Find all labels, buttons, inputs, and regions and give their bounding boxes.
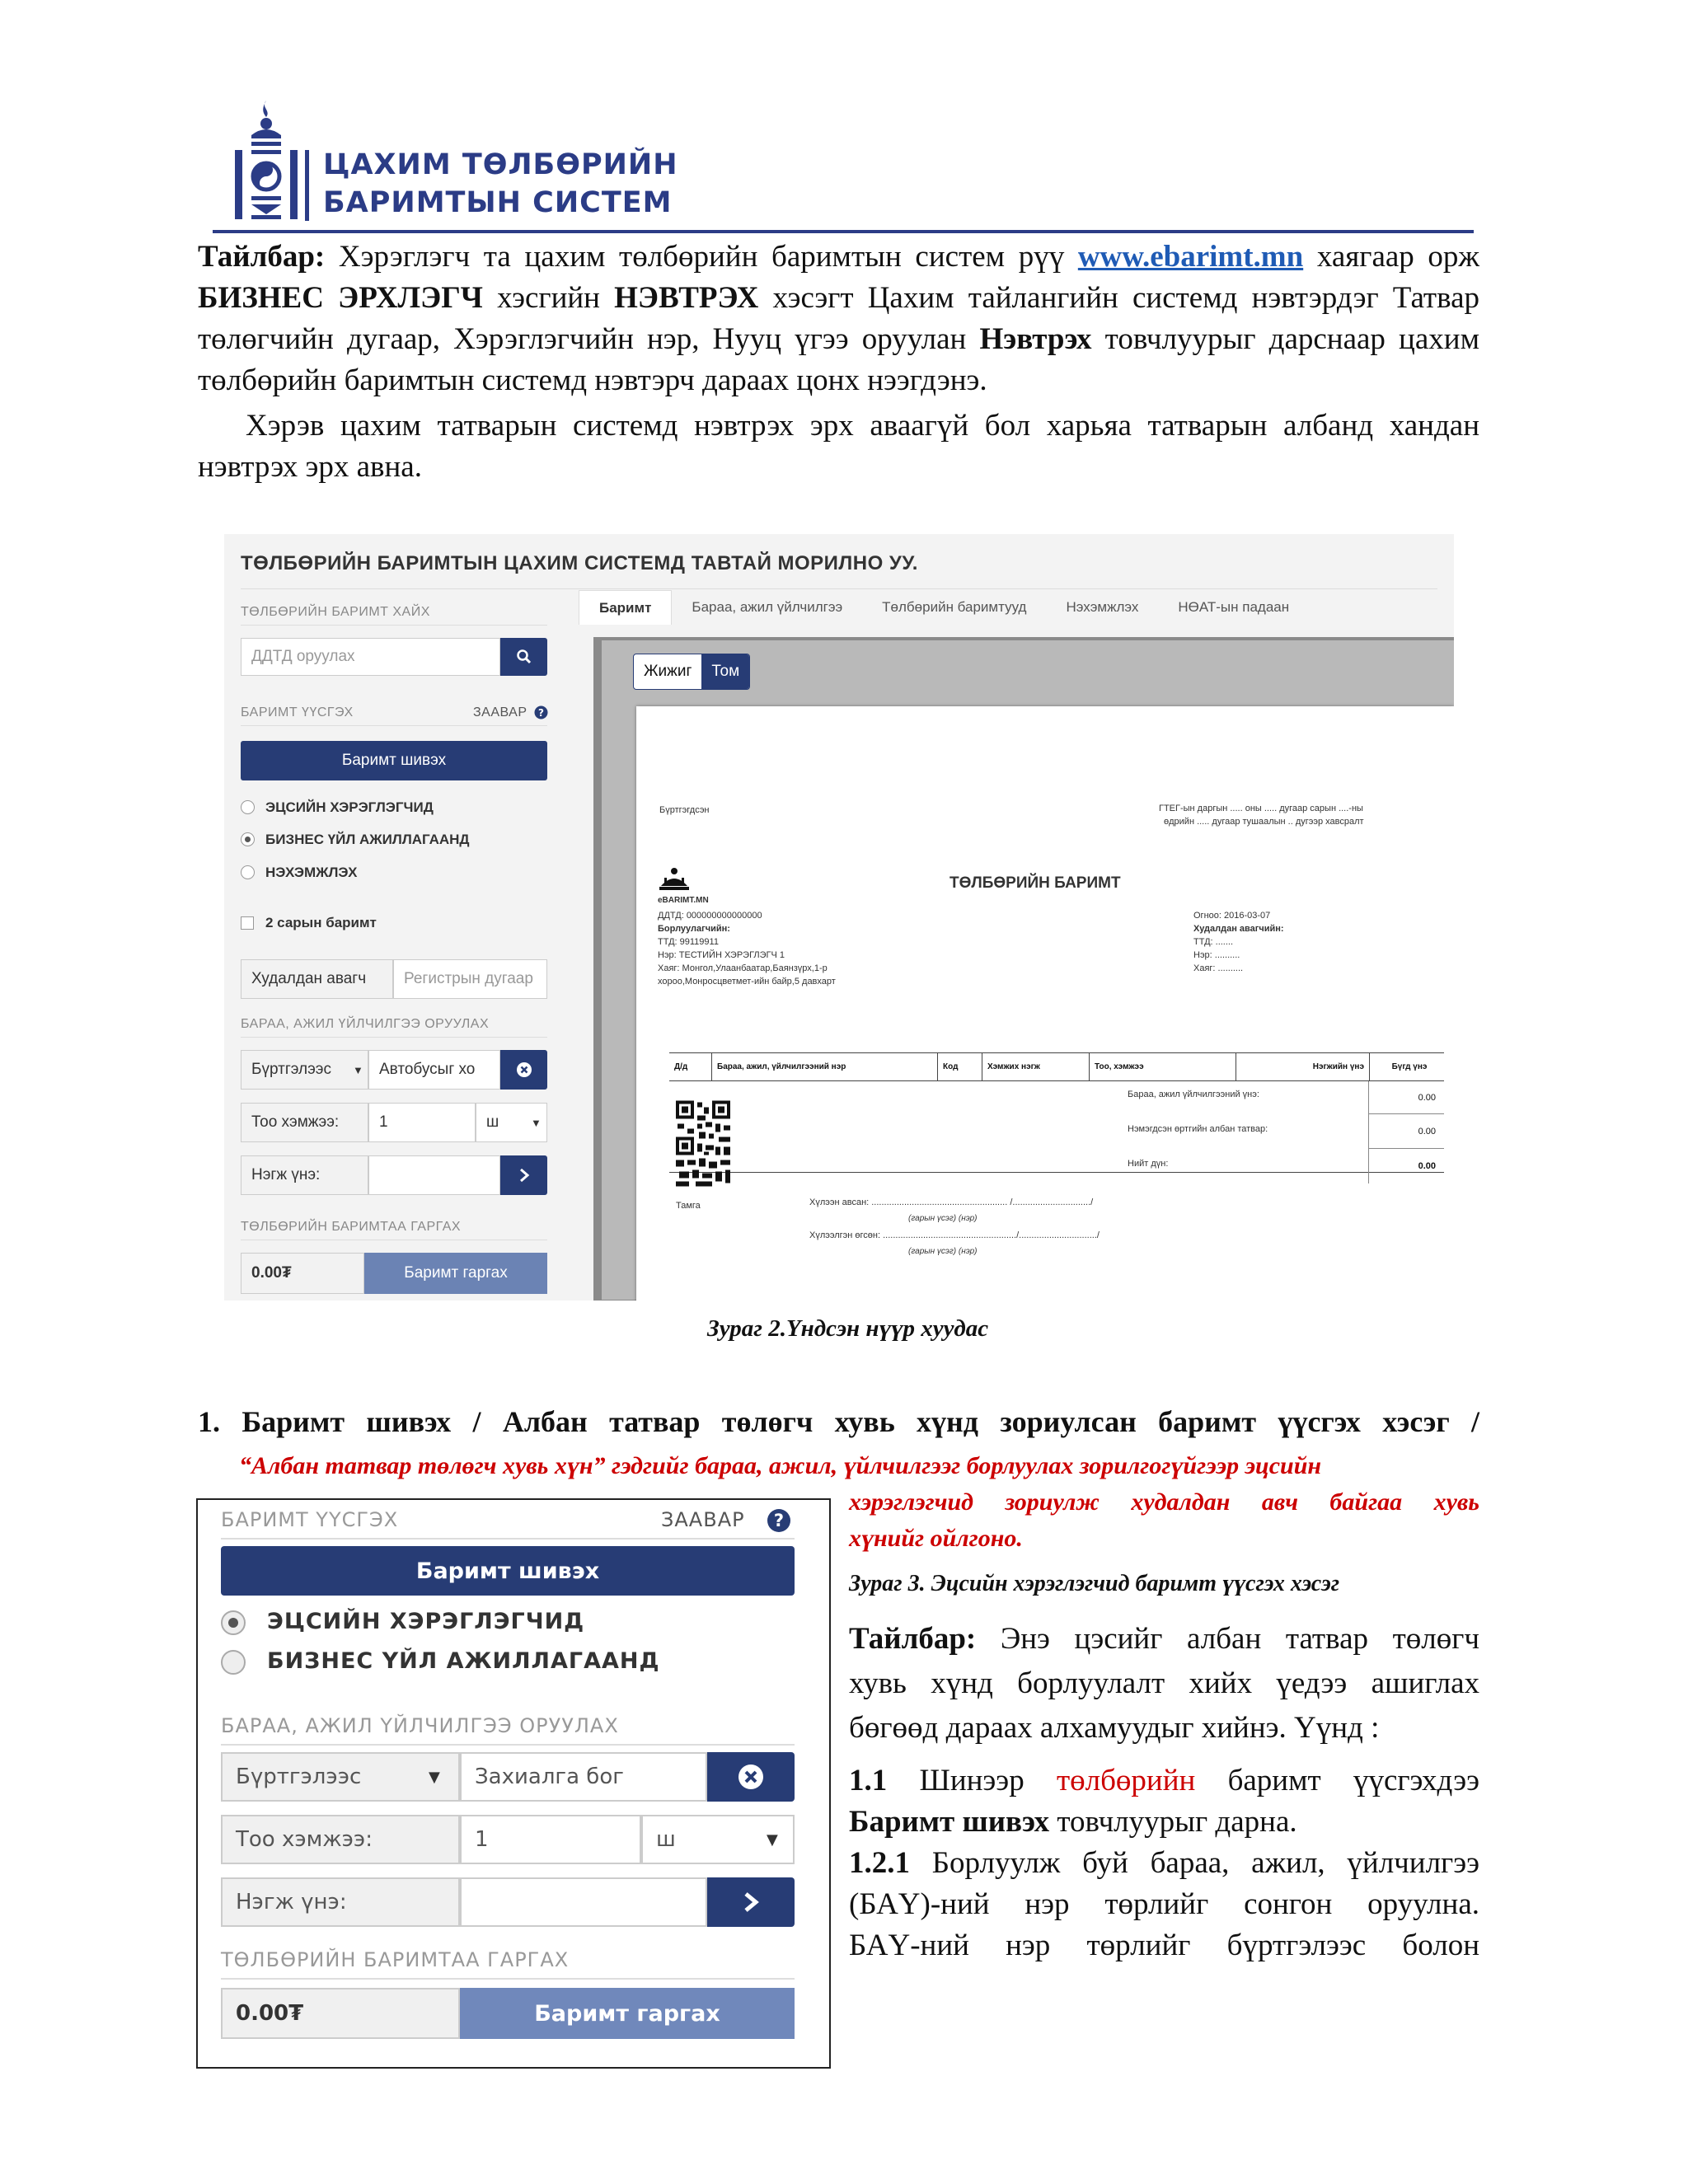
receipt-stamp: Тамга [676,1201,701,1211]
step-1-1-text-c: товчлуурыг дарна. [1049,1805,1297,1839]
help-icon[interactable] [767,1508,791,1533]
tab-invoice[interactable]: Нэхэмжлэх [1066,599,1139,615]
goods-input[interactable]: Захиалга бог [460,1752,707,1802]
price-label: Нэгж үнэ: [241,1155,368,1195]
buyer-register-input[interactable]: Регистрын дугаар [393,959,547,999]
step-1-2-1-text-1: Борлуулж буй бараа, ажил, үйлчилгээ [910,1846,1479,1880]
receipt-value-column [1368,1081,1444,1183]
receipt-total-label: Нийт дүн: [1128,1159,1169,1169]
col-no: Д/д [669,1053,712,1080]
issue-receipt-button[interactable]: Баримт гаргах [364,1253,547,1294]
receipt-buyer-address: Хаяг: .......... [1193,963,1244,973]
intro-paragraph-2: Хэрэв цахим татварын системд нэвтрэх эрх аваагүй бол харьяа татварын албанд хандан нэвтрэх эрх авна. [198,409,1479,484]
radio-business[interactable] [221,1650,246,1675]
tab-goods-services[interactable]: Бараа, ажил үйлчилгээ [692,599,843,615]
receipt-ddtd: ДДТД: 000000000000000 [658,911,762,921]
col-qty: Тоо, хэмжээ [1090,1053,1236,1080]
divider [241,725,547,726]
receipt-buyer: Худалдан авагчийн: [1193,924,1284,934]
receipt-sign-hint-2: (гарын үсэг) (нэр) [908,1247,978,1256]
price-input[interactable] [368,1155,500,1195]
source-select[interactable] [241,1050,368,1090]
goods-section-label: БАРАА, АЖИЛ ҮЙЛЧИЛГЭЭ ОРУУЛАХ [221,1714,619,1737]
step-1-1-line-1 [849,1760,1479,1802]
title-divider [241,588,1437,589]
receipt-handed: Хүлээлгэн өгсөн: ...................................................../.............................../ [809,1230,1100,1240]
buyer-label: Худалдан авагч [241,959,393,999]
qty-input[interactable]: 1 [368,1103,476,1142]
clear-goods-button[interactable] [500,1050,547,1090]
two-month-checkbox[interactable] [241,916,254,930]
welcome-title: ТӨЛБӨРИЙН БАРИМТЫН ЦАХИМ СИСТЕМД ТАВТАЙ МОРИЛНО УУ. [241,552,918,574]
soyombo-logo-icon [233,99,299,221]
qty-label: Тоо хэмжээ: [221,1815,460,1864]
source-select-value: Бүртгэлээс [236,1765,362,1789]
step-1-2-1-line-1 [849,1843,1479,1884]
add-item-button[interactable] [500,1155,547,1195]
step-1-1-highlight: төлбөрийн [1056,1764,1196,1797]
qty-label: Тоо хэмжээ: [241,1103,368,1142]
qty-input[interactable]: 1 [460,1815,641,1864]
receipt-address-2: хороо,Монросцветмет-ийн байр,5 давхарт [658,977,836,987]
receipt-goods-price-value: 0.00 [1369,1081,1444,1114]
col-name: Бараа, ажил, үйлчилгээний нэр [712,1053,938,1080]
receipt-brand: eBARIMT.MN [658,896,709,905]
intro-label: Тайлбар: [198,240,326,274]
create-receipt-screenshot [196,1498,831,2069]
receipt-registered: Бүртгэгдсэн [659,805,710,815]
intro-text-c: хэсгийн [482,281,615,315]
step-1-2-1-line-3: БАҮ-ний нэр төрлийг бүртгэлээс болон [849,1929,1479,1962]
step-1-1-line-2 [849,1802,1479,1843]
search-icon [516,649,532,665]
tab-receipts[interactable]: Төлбөрийн баримтууд [882,599,1027,615]
header-rule [213,230,1474,233]
divider [221,1978,795,1980]
intro-text-e: товчлуурыг дарснаар цахим төлбөрийн баримтын системд нэвтэрч дараах цонх нээгдэнэ. [198,322,1479,397]
create-section-label: БАРИМТ ҮҮСГЭХ [241,705,354,719]
radio-final-consumer[interactable] [221,1610,246,1635]
tab-receipt[interactable]: Баримт [579,590,672,625]
step-1-2-1-number: 1.2.1 [849,1846,910,1880]
receipt-order-line1: ГТЕГ-ын даргын ..... оны ..... дугаар сарын ....-ны [1159,804,1363,813]
receipt-buyer-ttd: ТТД: ....... [1193,937,1234,947]
desc-line-3: бөгөөд дараах алхамуудыг хийнэ. Үүнд : [849,1711,1380,1745]
main-page-screenshot [224,534,1454,1301]
receipt-received: Хүлээн авсан: ...................................................... /.............................../ [809,1197,1094,1207]
caret-down-icon: ▼ [353,1063,363,1076]
desc-line-2: хувь хүнд борлуулалт хийх үедээ ашиглах [849,1666,1479,1700]
price-input[interactable] [460,1877,707,1927]
receipt-seller: Борлуулагчийн: [658,924,730,934]
unit-select-value: ш [656,1827,676,1852]
intro-text-a: Хэрэглэгч та цахим төлбөрийн баримтын систем рүү [325,240,1078,274]
svg-text:?: ? [538,707,544,719]
desc-label: Тайлбар: [849,1622,977,1656]
caret-down-icon: ▼ [767,1830,778,1849]
step-1-1-text-a: Шинээр [887,1764,1057,1797]
receipt-sign-hint-1: (гарын үсэг) (нэр) [908,1214,978,1223]
receipt-address-1: Хаяг: Монгол,Улаанбаатар,Баянзүрх,1-р [658,963,828,973]
size-toggle [633,654,750,690]
source-select[interactable] [221,1752,460,1802]
print-receipt-button[interactable]: Баримт шивэх [241,741,547,780]
print-receipt-button[interactable]: Баримт шивэх [221,1546,795,1596]
issue-section-label: ТӨЛБӨРИЙН БАРИМТАА ГАРГАХ [241,1220,462,1234]
create-section-label: БАРИМТ ҮҮСГЭХ [221,1508,399,1531]
step-1-1-bold: Баримт шивэх [849,1805,1050,1839]
goods-section-label: БАРАА, АЖИЛ ҮЙЛЧИЛГЭЭ ОРУУЛАХ [241,1017,490,1031]
total-amount: 0.00₮ [221,1988,460,2039]
size-small-button[interactable]: Жижиг [644,663,692,680]
issue-section-label: ТӨЛБӨРИЙН БАРИМТАА ГАРГАХ [221,1948,570,1971]
total-amount: 0.00₮ [241,1253,364,1294]
section-1-note-line2: хэрэглэгчид зориулж худалдан авч байгаа хувь [849,1488,1479,1516]
desc-line-1 [849,1619,1479,1660]
col-code: Код [938,1053,982,1080]
step-1-2-1-line-2: (БАҮ)-ний нэр төрлийг сонгон оруулна. [849,1887,1479,1921]
chevron-right-icon [740,1891,762,1914]
radio-final-consumer[interactable] [241,800,255,814]
receipt-paper [636,706,1454,1301]
receipt-total-value: 0.00 [1418,1161,1436,1171]
divider [241,625,547,626]
step-1-1-text-b: баримт үүсгэхдээ [1195,1764,1479,1797]
figure-2-caption: Зураг 2.Үндсэн нүүр хуудас [707,1315,989,1342]
step-1-1-number: 1.1 [849,1764,888,1797]
price-label: Нэгж үнэ: [221,1877,460,1927]
clear-icon [516,1062,532,1078]
radio-final-consumer-label: ЭЦСИЙН ХЭРЭГЛЭГЧИД [265,799,434,815]
section-1-note-line1: “Албан татвар төлөгч хувь хүн” гэдгийг бараа, ажил, үйлчилгээг борлуулах зорилгогүйгээр эцсийн [239,1452,1322,1479]
caret-down-icon: ▼ [531,1116,542,1129]
receipt-order-line2: өдрийн ..... дугаар тушаалын .. дугээр хавсралт [1164,817,1364,827]
receipt-buyer-name: Нэр: .......... [1193,950,1240,960]
step-1-2-1 [849,1843,1479,1966]
receipt-goods-price-label: Бараа, ажил үйлчилгээний үнэ: [1128,1090,1259,1099]
receipt-table [669,1052,1444,1173]
unit-select-value: ш [486,1113,499,1131]
radio-business-label: БИЗНЕС ҮЙЛ АЖИЛЛАГААНД [267,1648,660,1674]
col-total: Бүгд үнэ [1391,1062,1428,1071]
col-unit: Хэмжих нэгж [982,1053,1090,1080]
intro-text-d: хэсэгт Цахим тайлангийн системд нэвтэрдэг Татвар төлөгчийн дугаар, Хэрэглэгчийн нэр, Нууц үгээ оруулан [198,281,1479,356]
logo-title-line1: ЦАХИМ ТӨЛБӨРИЙН [323,148,678,181]
receipt-vat-label: Нэмэгдсэн өртгийн албан татвар: [1128,1124,1268,1134]
ddtd-search-input[interactable]: ДДТД оруулах [241,638,500,676]
main-tabs [579,590,1309,625]
logo-divider [305,150,309,221]
qr-code-icon [676,1100,730,1187]
radio-final-consumer-label: ЭЦСИЙН ХЭРЭГЛЭГЧИД [267,1609,585,1634]
section-1-description [849,1619,1479,1749]
intro-bold-business: БИЗНЕС ЭРХЛЭГЧ [198,281,483,315]
intro-bold-login-button: Нэвтрэх [979,322,1092,356]
radio-business[interactable] [241,832,255,846]
unit-select[interactable] [641,1815,795,1864]
goods-input[interactable]: Автобусыг хо [368,1050,500,1090]
radio-business-label: БИЗНЕС ҮЙЛ АЖИЛЛАГААНД [265,832,470,847]
divider [241,1037,547,1038]
receipt-ttd: ТТД: 99119911 [658,937,719,947]
tab-vat-bill[interactable]: НӨАТ-ын падаан [1178,599,1290,615]
desc-text-1: Энэ цэсийг албан татвар төлөгч [976,1622,1479,1656]
search-button[interactable] [500,638,547,676]
receipt-vat-value: 0.00 [1369,1114,1444,1149]
intro-paragraph [198,237,1479,401]
ebarimt-logo-icon [658,866,691,894]
chevron-right-icon [518,1168,531,1183]
intro-bold-login: НЭВТРЭХ [614,281,759,315]
two-month-label: 2 сарын баримт [265,915,377,930]
clear-goods-button[interactable] [707,1752,795,1802]
receipt-table-header [669,1053,1444,1081]
svg-text:?: ? [773,1511,785,1530]
issue-receipt-button[interactable]: Баримт гаргах [460,1988,795,2039]
guide-link[interactable]: ЗААВАР [661,1508,745,1531]
radio-invoice[interactable] [241,865,255,879]
search-section-label: ТӨЛБӨРИЙН БАРИМТ ХАЙХ [241,605,430,619]
receipt-summary [669,1081,1444,1172]
figure-3-caption: Зураг 3. Эцсийн хэрэглэгчид баримт үүсгэх хэсэг [849,1571,1340,1596]
radio-invoice-label: НЭХЭМЖЛЭХ [265,865,358,880]
help-icon[interactable] [534,705,548,719]
divider [221,1744,795,1746]
unit-select[interactable] [476,1103,547,1142]
receipt-title: ТӨЛБӨРИЙН БАРИМТ [950,874,1121,892]
section-1-note-line3: хүнийг ойлгоно. [849,1525,1023,1552]
clear-icon [737,1763,765,1791]
ebarimt-link[interactable]: www.ebarimt.mn [1077,240,1304,274]
step-1-1 [849,1760,1479,1843]
section-1-heading: 1. Баримт шивэх / Албан татвар төлөгч хувь хүнд зориулсан баримт үүсгэх хэсэг / [198,1405,1479,1438]
source-select-value: Бүртгэлээс [251,1061,332,1078]
receipt-viewer [593,637,1454,1301]
logo-title-line2: БАРИМТЫН СИСТЕМ [323,186,673,219]
receipt-date: Огноо: 2016-03-07 [1193,911,1271,921]
caret-down-icon: ▼ [429,1768,440,1786]
add-item-button[interactable] [707,1877,795,1927]
intro-text-b: хаягаар орж [1303,240,1479,274]
receipt-viewer-canvas [602,640,1454,1300]
guide-link[interactable]: ЗААВАР [473,705,528,719]
divider [221,1538,795,1540]
col-price: Нэгжийн үнэ [1236,1053,1370,1080]
size-large-button[interactable]: Том [701,654,749,689]
receipt-name: Нэр: ТЕСТИЙН ХЭРЭГЛЭГЧ 1 [658,950,785,960]
